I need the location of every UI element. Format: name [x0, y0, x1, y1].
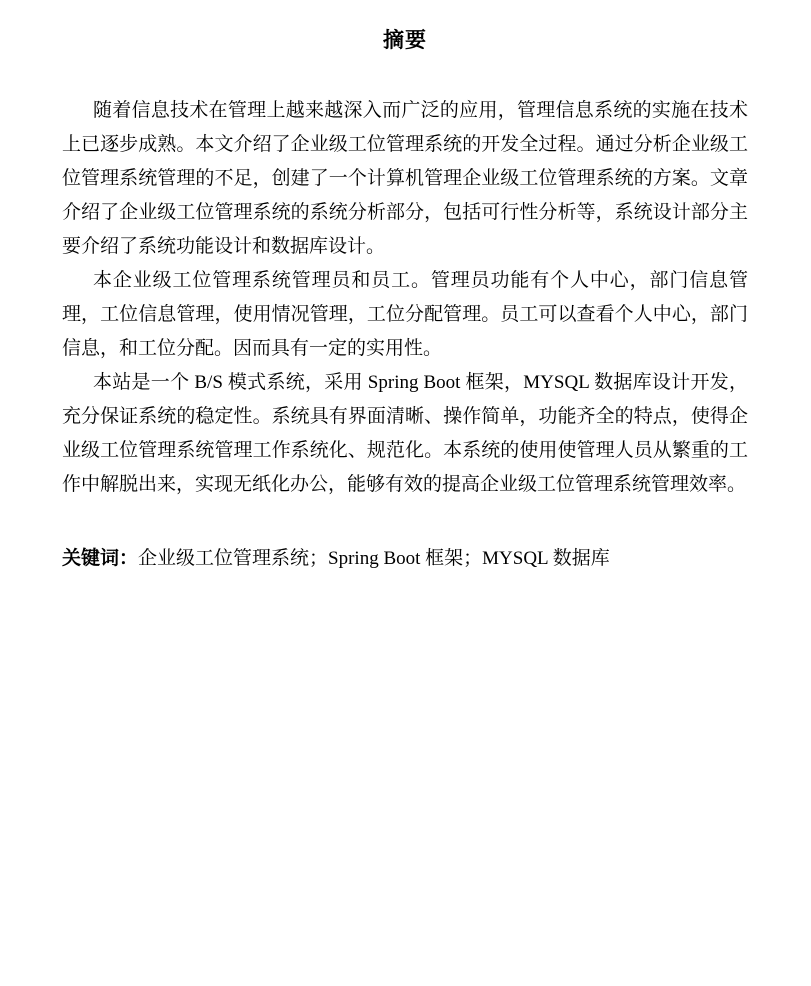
keywords-text: 企业级工位管理系统；Spring Boot 框架；MYSQL 数据库 [138, 548, 610, 569]
abstract-paragraph-3: 本站是一个 B/S 模式系统，采用 Spring Boot 框架，MYSQL 数据库设计开发，充分保证系统的稳定性。系统具有界面清晰、操作简单，功能齐全的特点，使得企业级工位管理系统管理工作系统化、规范化。本系统的使用使管理人员从繁重的工作中解脱出来，实现无纸化办公，能够有效的提高企业级工位管理系统管理效率。 [62, 372, 748, 495]
keywords-line [62, 542, 748, 576]
abstract-title: 摘要 [383, 28, 427, 52]
abstract-paragraph-1: 随着信息技术在管理上越来越深入而广泛的应用，管理信息系统的实施在技术上已逐步成熟。本文介绍了企业级工位管理系统的开发全过程。通过分析企业级工位管理系统管理的不足，创建了一个计算机管理企业级工位管理系统的方案。文章介绍了企业级工位管理系统的系统分析部分，包括可行性分析等，系统设计部分主要介绍了系统功能设计和数据库设计。 [62, 100, 748, 257]
abstract-body [62, 94, 748, 502]
abstract-paragraph-2: 本企业级工位管理系统管理员和员工。管理员功能有个人中心，部门信息管理，工位信息管理，使用情况管理，工位分配管理。员工可以查看个人中心，部门信息，和工位分配。因而具有一定的实用性。 [62, 270, 748, 359]
keywords-label: 关键词： [62, 548, 139, 569]
